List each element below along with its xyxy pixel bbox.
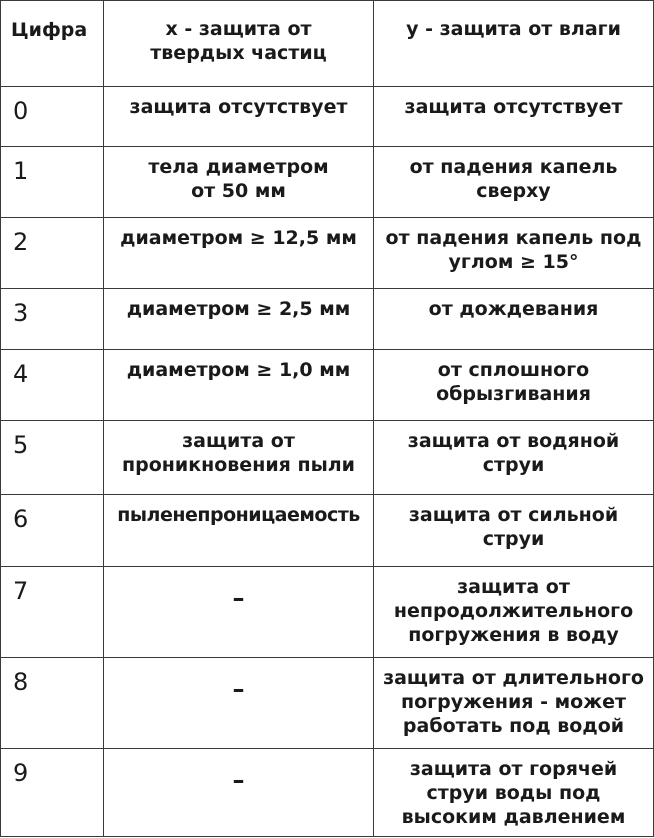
digit-cell: 5 [1, 421, 104, 495]
y-cell: защита от непродолжительного погружения в воду [374, 567, 654, 658]
x-cell: диаметром ≥ 1,0 мм [104, 350, 374, 421]
table-row [1, 350, 654, 421]
table-row [1, 289, 654, 350]
x-cell: защита отсутствует [104, 87, 374, 147]
digit-cell: 3 [1, 289, 104, 350]
x-cell: защита от проникновения пыли [104, 421, 374, 495]
dash-mark: – [232, 675, 245, 703]
y-cell: защита от длительного погружения - может работать под водой [374, 658, 654, 749]
y-cell: защита от водяной струи [374, 421, 654, 495]
y-cell: от падения капель сверху [374, 147, 654, 218]
table-row [1, 218, 654, 289]
y-cell: защита от горячей струи воды под высоким давлением [374, 749, 654, 837]
x-cell: диаметром ≥ 2,5 мм [104, 289, 374, 350]
x-cell: тела диаметром от 50 мм [104, 147, 374, 218]
header-row [1, 1, 654, 87]
x-cell [104, 749, 374, 837]
digit-cell: 6 [1, 495, 104, 567]
table-row [1, 658, 654, 749]
x-cell: диаметром ≥ 12,5 мм [104, 218, 374, 289]
header-digit: Цифра [1, 1, 104, 87]
digit-cell: 1 [1, 147, 104, 218]
dash-mark: – [232, 584, 245, 612]
digit-cell: 7 [1, 567, 104, 658]
table-row [1, 495, 654, 567]
x-cell: пыленепроницаемость [104, 495, 374, 567]
dash-mark: – [232, 766, 245, 794]
x-cell [104, 658, 374, 749]
y-cell: защита от сильной струи [374, 495, 654, 567]
digit-cell: 2 [1, 218, 104, 289]
header-y: у - защита от влаги [374, 1, 654, 87]
digit-cell: 9 [1, 749, 104, 837]
digit-cell: 8 [1, 658, 104, 749]
y-cell: защита отсутствует [374, 87, 654, 147]
table-row [1, 87, 654, 147]
y-cell: от падения капель под углом ≥ 15° [374, 218, 654, 289]
digit-cell: 0 [1, 87, 104, 147]
header-x: х - защита от твердых частиц [104, 1, 374, 87]
digit-cell: 4 [1, 350, 104, 421]
table-row [1, 147, 654, 218]
table-row [1, 749, 654, 837]
y-cell: от дождевания [374, 289, 654, 350]
y-cell: от сплошного обрызгивания [374, 350, 654, 421]
table-row [1, 421, 654, 495]
table-row [1, 567, 654, 658]
x-cell [104, 567, 374, 658]
